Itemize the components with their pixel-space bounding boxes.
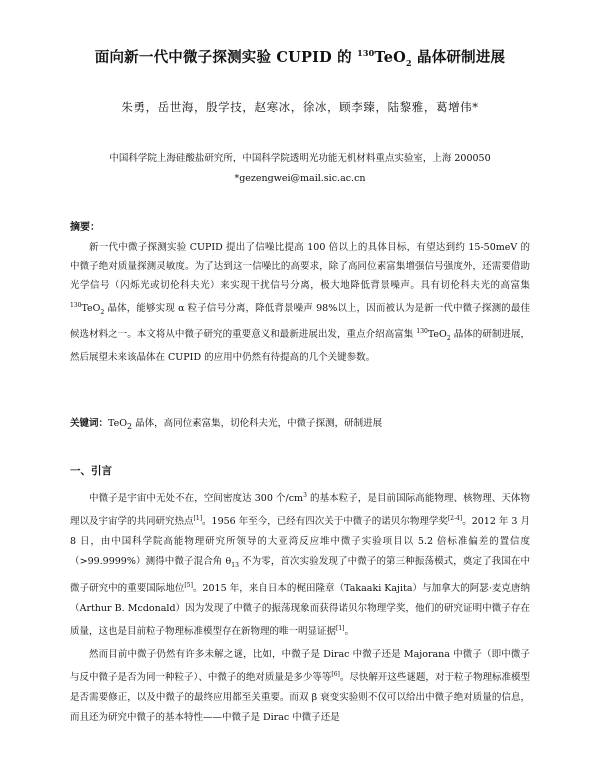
intro-paragraph-1: 中微子是宇宙中无处不在，空间密度达 300 个$/cm^3$ 的基本粒子，是目前国际高能物理、核物理、天体物理以及宇宙学的共同研究热点[1]。1956 年至今，已经有四次关于中微子的诺贝尔物理学奖[2-4]。2012 年 3 月 8 日，由中国科学院高能物理研究所领导的大亚湾反应堆中微子实验项目以 5.2 倍标准偏差的置信度（>99.9999%）测得中微子混合角 $\theta_{13}$ 不为零，首次实验发现了中微子的第三种振荡模式，奠定了我国在中微子研究中的重要国际地位[5]。2015 年，来自日本的梶田隆章（Takaaki Kajita）与加拿大的阿瑟·麦克唐纳（Arthur B. Mcdonald）因为发现了中微子的振荡现象而获得诺贝尔物理学奖，他们的研究证明中微子存在质量，这也是目前粒子物理标准模型存在新物理的唯一明显证据[1]。	[70, 492, 530, 638]
title-isotope-mass: 130	[357, 48, 375, 59]
citation: [1]	[193, 515, 203, 523]
abstract-paragraph: 新一代中微子探测实验 CUPID 提出了信噪比提高 100 倍以上的具体目标，有望达到约 15-50meV 的中微子绝对质量探测灵敏度。为了达到这一信噪比的高要求，除了高同位素富集增强信号强度外，还需要借助光学信号（闪烁光或切伦科夫光）来实现干扰信号分离，极大地降低背景噪声。具有切伦科夫光的高富集 $^{130}$TeO$_2$ 晶体，能够实现 α 粒子信号分离，降低背景噪声 98%以上，因而被认为是新一代中微子探测的最佳候选材料之一。本文将从中微子研究的重要意义和最新进展出发，重点介绍高富集 $^{130}$TeO$_2$ 晶体的研制进展，然后展望未来该晶体在 CUPID 的应用中仍然有待提高的几个关键参数。	[70, 242, 530, 364]
section-heading-introduction: 一、引言	[70, 465, 112, 477]
citation: [2-4]	[447, 515, 463, 523]
paper-title	[30, 46, 570, 68]
abstract-body	[70, 238, 530, 367]
citation: [1]	[336, 625, 345, 633]
intro-paragraph-2: 然而目前中微子仍然有许多未解之谜，比如，中微子是 Dirac 中微子还是 Majorana 中微子（即中微子与反中微子是否为同一种粒子）、中微子的绝对质量是多少等等[6]。尽快解开这些谜题，对于粒子物理标准模型是否需要修正，以及中微子的最终应用都至关重要。而双 β 衰变实验则不仅可以给出中微子绝对质量的信息，而且还为研究中微子的基本特性——中微子是 Dirac 中微子还是	[70, 648, 530, 723]
title-suffix: 晶体研制进展	[411, 49, 506, 66]
citation: [5]	[184, 582, 193, 590]
title-main: 面向新一代中微子探测实验 CUPID 的	[94, 49, 358, 66]
abstract-heading: 摘要：	[70, 222, 100, 233]
keywords-label: 关键词：	[70, 418, 109, 429]
title-compound-subscript: 2	[405, 57, 412, 68]
keywords: 关键词：TeO$_2$ 晶体，高同位素富集，切伦科夫光，中微子探测，研制进展	[70, 418, 383, 431]
title-compound: TeO	[374, 49, 406, 66]
introduction-body	[70, 486, 530, 730]
author-list: 朱勇，岳世海，殷学技，赵寒冰，徐冰，顾李臻，陆黎雅，葛增伟*	[121, 100, 479, 114]
affiliation: 中国科学院上海硅酸盐研究所，中国科学院透明光功能无机材料重点实验室，上海 200050	[109, 153, 491, 164]
corresponding-email: *gezengwei@mail.sic.ac.cn	[234, 173, 366, 184]
citation: [6]	[331, 670, 340, 678]
